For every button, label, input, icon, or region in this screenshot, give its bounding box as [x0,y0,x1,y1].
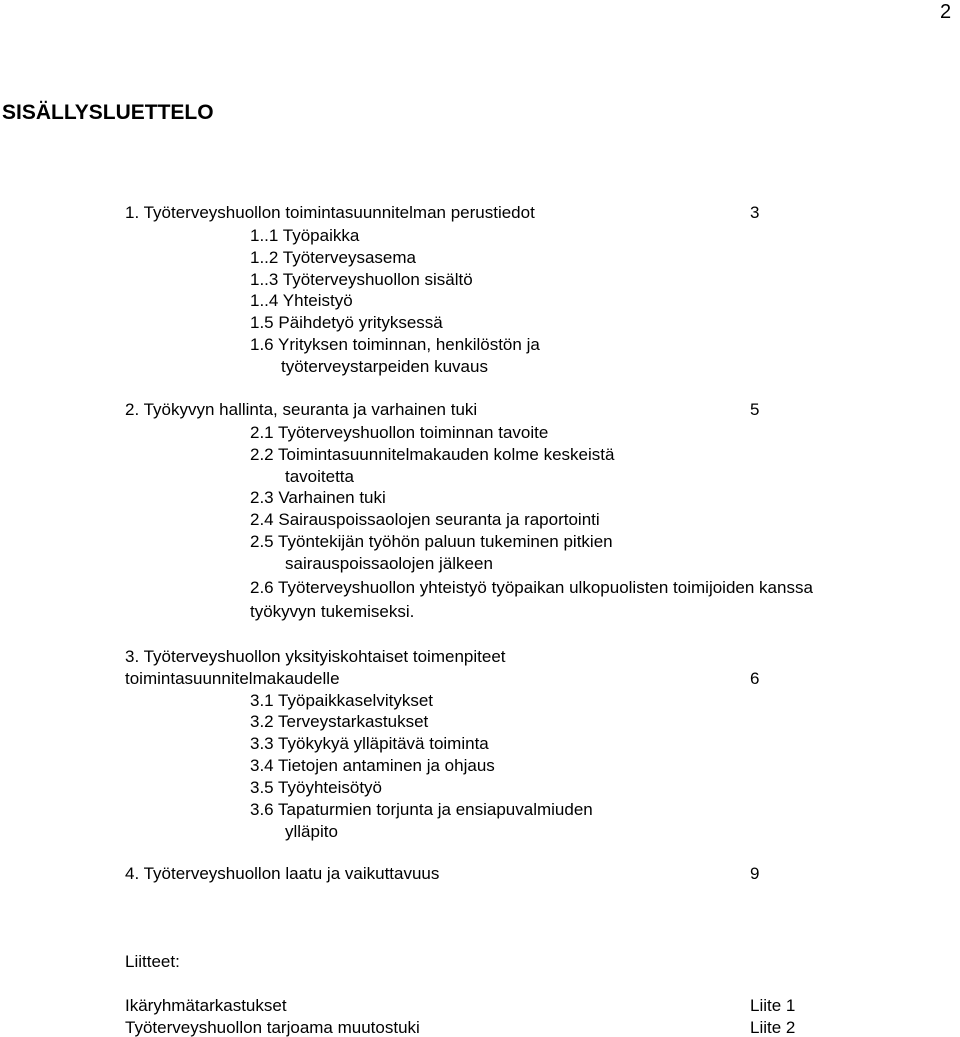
toc-entry-3: 3. Työterveyshuollon yksityiskohtaiset toimenpiteet [125,647,506,666]
toc-entry-3-6: 3.6 Tapaturmien torjunta ja ensiapuvalmiuden [250,800,593,819]
toc-entry-2-6-cont: työkyvyn tukemiseksi. [250,602,415,621]
toc-entry-3-1: 3.1 Työpaikkaselvitykset [250,691,433,710]
toc-entry-1-2: 1..2 Työterveysasema [250,248,416,267]
toc-entry-1: 1. Työterveyshuollon toimintasuunnitelman perustiedot [125,203,535,222]
toc-page-3: 6 [750,669,760,688]
toc-entry-1-6: 1.6 Yrityksen toiminnan, henkilöstön ja [250,335,540,354]
toc-page-4: 9 [750,864,760,883]
toc-entry-3-3: 3.3 Työkykyä ylläpitävä toiminta [250,734,489,753]
toc-entry-2-2: 2.2 Toimintasuunnitelmakauden kolme keskeistä [250,445,615,464]
attachments-heading: Liitteet: [125,952,180,971]
toc-entry-2-5: 2.5 Työntekijän työhön paluun tukeminen pitkien [250,532,613,551]
attachment-ref-2: Liite 2 [750,1018,796,1037]
toc-entry-1-3: 1..3 Työterveyshuollon sisältö [250,270,473,289]
toc-entry-3-cont: toimintasuunnitelmakaudelle [125,669,340,688]
page-number: 2 [940,1,952,23]
toc-entry-3-6-cont: ylläpito [285,822,338,841]
attachment-ref-1: Liite 1 [750,996,796,1015]
toc-entry-2-5-cont: sairauspoissaolojen jälkeen [285,554,493,573]
page-title: SISÄLLYSLUETTELO [2,101,214,124]
toc-entry-1-1: 1..1 Työpaikka [250,226,360,245]
toc-entry-1-5: 1.5 Päihdetyö yrityksessä [250,313,443,332]
attachment-label-2: Työterveyshuollon tarjoama muutostuki [125,1018,420,1037]
toc-entry-2-1: 2.1 Työterveyshuollon toiminnan tavoite [250,423,549,442]
toc-page-1: 3 [750,203,760,222]
toc-entry-1-4: 1..4 Yhteistyö [250,291,353,310]
toc-entry-3-2: 3.2 Terveystarkastukset [250,712,429,731]
toc-entry-3-4: 3.4 Tietojen antaminen ja ohjaus [250,756,495,775]
toc-entry-2-6: 2.6 Työterveyshuollon yhteistyö työpaikan ulkopuolisten toimijoiden kanssa [250,578,813,597]
toc-entry-2: 2. Työkyvyn hallinta, seuranta ja varhainen tuki [125,400,478,419]
toc-page-2: 5 [750,400,760,419]
attachment-label-1: Ikäryhmätarkastukset [125,996,287,1015]
toc-entry-4: 4. Työterveyshuollon laatu ja vaikuttavuus [125,864,440,883]
toc-entry-2-4: 2.4 Sairauspoissaolojen seuranta ja raportointi [250,510,600,529]
toc-entry-1-6-cont: työterveystarpeiden kuvaus [281,357,488,376]
toc-entry-3-5: 3.5 Työyhteisötyö [250,778,382,797]
toc-entry-2-3: 2.3 Varhainen tuki [250,488,386,507]
toc-entry-2-2-cont: tavoitetta [285,467,354,486]
